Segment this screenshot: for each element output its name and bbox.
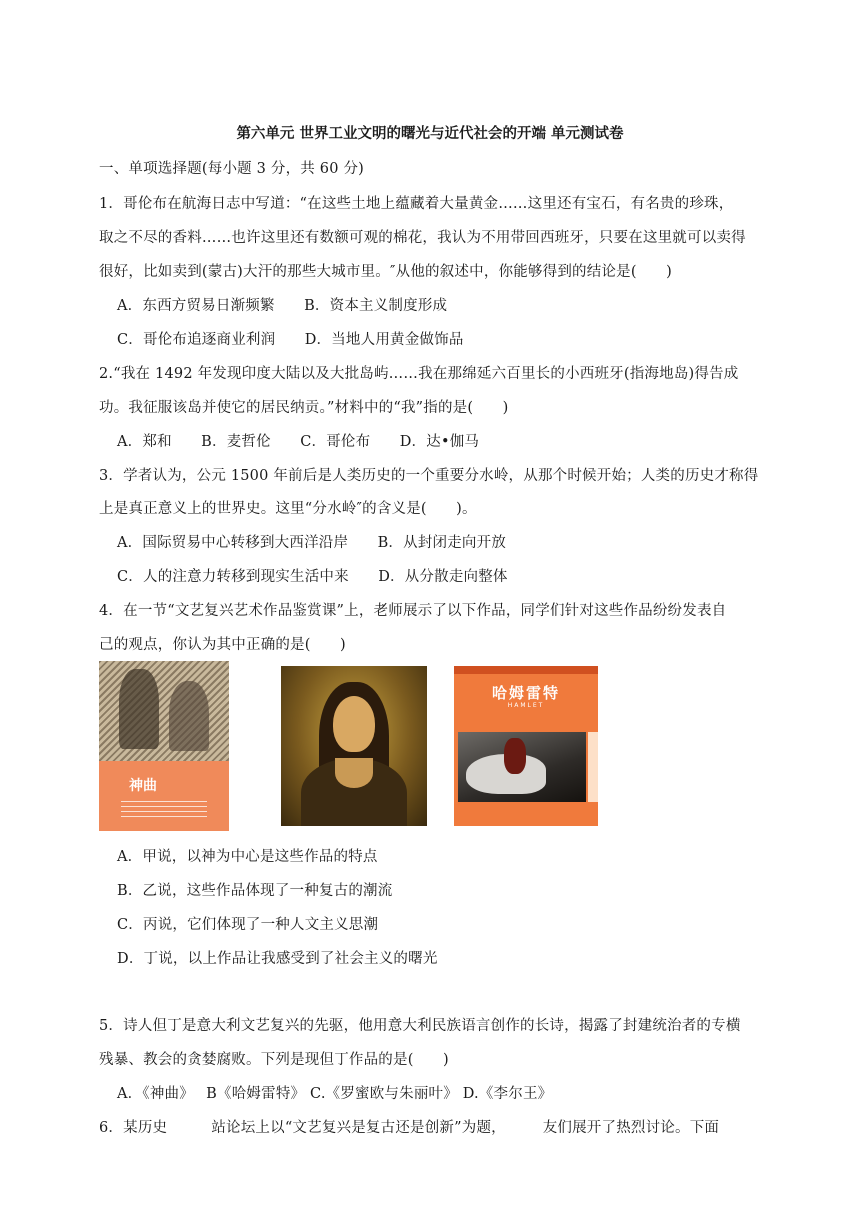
q1-text-1: 1．哥伦布在航海日志中写道：“在这些土地上蕴藏着大量黄金……这里还有宝石，有名贵的珍珠， bbox=[99, 196, 734, 212]
hamlet-book-image bbox=[454, 666, 598, 826]
q4-text-1: 4．在一节“文艺复兴艺术作品鉴赏课”上，老师展示了以下作品，同学们针对这些作品纷纷发表自 bbox=[99, 603, 727, 619]
q1-text-2: 取之不尽的香料……也许这里还有数额可观的棉花，我认为不用带回西班牙，只要在这里就可以卖得 bbox=[99, 230, 746, 246]
hamlet-cover-title: 哈姆雷特 bbox=[491, 684, 560, 702]
q5-text-1: 5．诗人但丁是意大利文艺复兴的先驱，他用意大利民族语言创作的长诗，揭露了封建统治者的专横 bbox=[99, 1018, 741, 1034]
q4-text-2: 己的观点，你认为其中正确的是( ) bbox=[99, 637, 346, 653]
q2-text-2: 功。我征服该岛并使它的居民纳贡。”材料中的“我”指的是( ) bbox=[99, 400, 509, 416]
divine-comedy-cover-title: 神曲 bbox=[129, 778, 157, 794]
page-title: 第六单元 世界工业文明的曙光与近代社会的开端 单元测试卷 bbox=[236, 126, 624, 142]
q4-option-b: B．乙说，这些作品体现了一种复古的潮流 bbox=[117, 883, 393, 899]
q6-text-1: 6．某历史 站论坛上以“文艺复兴是复古还是创新”为题， 友们展开了热烈讨论。下面 bbox=[99, 1120, 720, 1136]
q4-option-c: C．丙说，它们体现了一种人文主义思潮 bbox=[117, 917, 379, 933]
q1-options-2: C．哥伦布追逐商业利润 D．当地人用黄金做饰品 bbox=[117, 332, 464, 348]
q1-text-3: 很好，比如卖到(蒙古)大汗的那些大城市里。″从他的叙述中，你能够得到的结论是( ) bbox=[99, 264, 672, 280]
q4-option-a: A．甲说，以神为中心是这些作品的特点 bbox=[117, 849, 378, 865]
q5-text-2: 残暴、教会的贪婪腐败。下列是现但丁作品的是( ) bbox=[99, 1052, 449, 1068]
q3-options-2: C．人的注意力转移到现实生活中来 D．从分散走向整体 bbox=[117, 569, 508, 585]
q1-options-1: A．东西方贸易日渐频繁 B．资本主义制度形成 bbox=[117, 298, 448, 314]
q5-options: A．《神曲》 B《哈姆雷特》 C.《罗蜜欧与朱丽叶》 D.《李尔王》 bbox=[117, 1086, 553, 1102]
q3-options-1: A．国际贸易中心转移到大西洋沿岸 B．从封闭走向开放 bbox=[117, 535, 507, 551]
q3-text-2: 上是真正意义上的世界史。这里“分水岭″的含义是( )。 bbox=[99, 501, 477, 517]
mona-lisa-image bbox=[281, 666, 427, 826]
hamlet-cover-subtitle: HAMLET bbox=[507, 702, 545, 709]
q2-text-1: 2.“我在 1492 年发现印度大陆以及大批岛屿……我在那绵延六百里长的小西班牙(指海地岛)得告成 bbox=[99, 366, 739, 382]
q4-option-d: D．丁说，以上作品让我感受到了社会主义的曙光 bbox=[117, 951, 438, 967]
q3-text-1: 3．学者认为，公元 1500 年前后是人类历史的一个重要分水岭，从那个时候开始；人类的历史才称得 bbox=[99, 468, 759, 484]
q2-options: A．郑和 B．麦哲伦 C．哥伦布 D．达•伽马 bbox=[117, 434, 480, 450]
divine-comedy-book-image bbox=[99, 661, 229, 831]
section-heading: 一、单项选择题(每小题 3 分，共 60 分) bbox=[99, 161, 365, 177]
